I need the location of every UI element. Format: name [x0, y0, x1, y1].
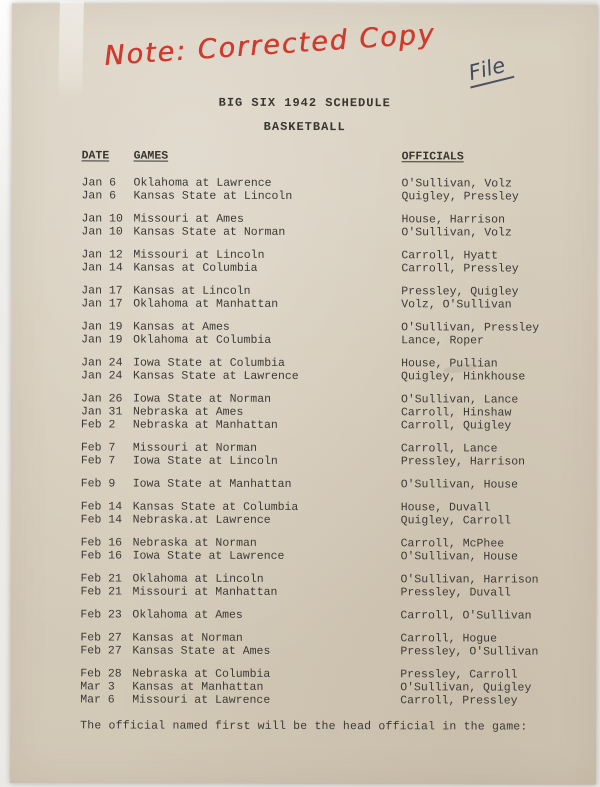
date-cell: Jan 12 [81, 248, 123, 262]
officials-cell: O'Sullivan, House [400, 550, 518, 564]
officials-cell: Carroll, O'Sullivan [400, 609, 532, 623]
game-cell: Kansas at Manhattan [132, 680, 264, 694]
date-cell: Feb 7 [80, 441, 116, 455]
table-row [80, 572, 596, 586]
document-page [10, 3, 598, 785]
date-cell: Jan 17 [81, 297, 123, 311]
game-cell: Iowa State at Lawrence [132, 549, 285, 563]
officials-cell: Quigley, Pressley [401, 190, 519, 204]
game-cell: Oklahoma at Lincoln [132, 572, 264, 586]
handwritten-corrected-note: Note: Corrected Copy [103, 18, 437, 73]
officials-cell: Volz, O'Sullivan [401, 298, 512, 312]
table-row [81, 320, 597, 334]
schedule-group [81, 212, 597, 239]
officials-cell: House, Duvall [400, 501, 491, 515]
column-header-date: DATE [81, 149, 110, 163]
officials-cell: O'Sullivan, Lance [400, 393, 519, 407]
table-row [80, 631, 596, 645]
officials-cell: Carroll, Hinshaw [400, 406, 512, 420]
officials-cell: Pressley, Quigley [401, 285, 519, 299]
date-cell: Feb 7 [80, 454, 116, 468]
officials-cell: Carroll, Hogue [400, 632, 498, 646]
game-cell: Kansas at Norman [132, 631, 243, 645]
date-cell: Jan 17 [81, 284, 123, 298]
officials-cell: Lance, Roper [401, 334, 484, 348]
schedule-group [80, 631, 596, 658]
date-cell: Feb 16 [80, 549, 123, 563]
officials-cell: O'Sullivan, Volz [401, 226, 512, 240]
page-subtitle: BASKETBALL [263, 119, 346, 135]
table-row [80, 680, 596, 694]
date-cell: Feb 23 [80, 608, 122, 622]
game-cell: Nebraska.at Lawrence [132, 513, 271, 527]
game-cell: Oklahoma at Manhattan [133, 297, 279, 311]
officials-cell: Carroll, McPhee [400, 537, 505, 551]
officials-cell: Pressley, Duvall [400, 586, 511, 600]
table-row [80, 585, 596, 599]
officials-cell: Carroll, Pressley [400, 694, 518, 708]
officials-cell: Carroll, Lance [400, 442, 498, 456]
officials-cell: Carroll, Hyatt [401, 249, 499, 263]
game-cell: Iowa State at Columbia [133, 356, 285, 370]
game-cell: Oklahoma at Ames [132, 608, 243, 622]
date-cell: Jan 6 [81, 189, 117, 203]
game-cell: Missouri at Ames [133, 212, 244, 226]
table-row [81, 513, 597, 527]
table-row [81, 392, 597, 406]
date-cell: Jan 6 [81, 176, 117, 190]
officials-cell: O'Sullivan, House [400, 478, 519, 492]
schedule-group [80, 572, 596, 599]
date-cell: Jan 10 [81, 225, 123, 239]
date-cell: Jan 19 [81, 320, 123, 334]
officials-cell: Pressley, Carroll [400, 668, 518, 682]
date-cell: Feb 16 [80, 536, 123, 550]
date-cell: Jan 31 [80, 405, 123, 419]
table-row [80, 667, 596, 681]
date-cell: Mar 3 [80, 680, 115, 694]
schedule-group [81, 284, 597, 311]
table-row [81, 261, 597, 275]
game-cell: Missouri at Norman [132, 441, 258, 455]
title-block [12, 95, 598, 135]
game-cell: Kansas at Lincoln [133, 284, 251, 298]
table-row [81, 369, 597, 383]
date-cell: Feb 14 [80, 500, 123, 514]
officials-cell: Carroll, Pressley [401, 262, 519, 276]
column-header-officials: OFFICIALS [401, 150, 464, 164]
date-cell: Jan 26 [80, 392, 123, 406]
date-cell: Feb 2 [80, 418, 116, 432]
game-cell: Nebraska at Ames [132, 405, 244, 419]
column-headers [82, 149, 598, 163]
table-row [81, 441, 597, 455]
date-cell: Feb 14 [80, 513, 123, 527]
game-cell: Nebraska at Manhattan [132, 418, 278, 432]
date-cell: Feb 21 [80, 572, 122, 586]
date-cell: Feb 21 [80, 585, 122, 599]
officials-cell: O'Sullivan, Volz [401, 177, 512, 191]
game-cell: Kansas State at Columbia [132, 500, 299, 514]
schedule-group [81, 248, 597, 275]
officials-cell: Carroll, Quigley [400, 419, 512, 433]
schedule-group [81, 477, 597, 491]
officials-cell: O'Sullivan, Quigley [400, 681, 532, 695]
date-cell: Mar 6 [80, 693, 115, 707]
game-cell: Missouri at Manhattan [132, 585, 278, 599]
officials-cell: Quigley, Hinkhouse [401, 370, 526, 384]
table-row [81, 297, 597, 311]
date-cell: Feb 27 [80, 644, 122, 658]
game-cell: Kansas State at Norman [133, 225, 286, 239]
date-cell: Jan 14 [81, 261, 123, 275]
game-cell: Nebraska at Norman [132, 536, 257, 550]
game-cell: Kansas at Ames [133, 320, 230, 334]
game-cell: Iowa State at Manhattan [132, 477, 292, 491]
table-row [81, 454, 597, 468]
schedule-group [82, 176, 598, 203]
game-cell: Iowa State at Norman [132, 392, 272, 406]
game-cell: Missouri at Lincoln [133, 248, 265, 262]
officials-cell: Quigley, Carroll [400, 514, 512, 528]
table-row [81, 212, 597, 226]
game-cell: Kansas at Columbia [133, 261, 258, 275]
schedule-body [80, 176, 597, 707]
date-cell: Jan 10 [81, 212, 123, 226]
table-row [81, 477, 597, 491]
schedule-group [81, 536, 597, 563]
table-row [80, 644, 596, 658]
table-row [81, 248, 597, 262]
table-row [82, 176, 598, 190]
game-cell: Iowa State at Lincoln [132, 454, 278, 468]
handwritten-file-label: File [465, 52, 515, 89]
game-cell: Kansas State at Ames [132, 644, 271, 658]
officials-cell: House, Pullian [401, 357, 498, 371]
officials-cell: O'Sullivan, Pressley [401, 321, 540, 335]
game-cell: Oklahoma at Lawrence [133, 176, 272, 190]
table-row [80, 608, 596, 622]
officials-cell: Pressley, Harrison [400, 455, 526, 469]
date-cell: Feb 27 [80, 631, 122, 645]
table-row [81, 500, 597, 514]
date-cell: Feb 9 [80, 477, 116, 491]
document-content [10, 3, 598, 785]
officials-cell: O'Sullivan, Harrison [400, 573, 539, 587]
game-cell: Kansas State at Lincoln [133, 189, 293, 203]
game-cell: Oklahoma at Columbia [133, 333, 272, 347]
table-row [80, 693, 596, 707]
schedule-table [80, 149, 597, 707]
table-row [81, 405, 597, 419]
schedule-group [81, 441, 597, 468]
table-row [81, 356, 597, 370]
game-cell: Missouri at Lawrence [132, 693, 271, 707]
date-cell: Jan 24 [81, 369, 123, 383]
schedule-group [80, 667, 596, 707]
officials-cell: House, Harrison [401, 213, 506, 227]
table-row [81, 225, 597, 239]
schedule-group [81, 500, 597, 527]
game-cell: Kansas State at Lawrence [133, 369, 299, 383]
table-row [81, 333, 597, 347]
schedule-group [81, 320, 597, 347]
schedule-group [81, 392, 597, 432]
schedule-group [81, 356, 597, 383]
date-cell: Jan 24 [81, 356, 123, 370]
table-row [81, 284, 597, 298]
officials-cell: Pressley, O'Sullivan [400, 645, 539, 659]
date-cell: Jan 19 [81, 333, 123, 347]
table-row [81, 418, 597, 432]
table-row [82, 189, 598, 203]
table-row [81, 549, 597, 563]
footer-note: The official named first will be the head official in the game: [80, 719, 528, 734]
date-cell: Feb 28 [80, 667, 122, 681]
game-cell: Nebraska at Columbia [132, 667, 271, 681]
schedule-group [80, 608, 596, 622]
table-row [81, 536, 597, 550]
column-header-games: GAMES [133, 149, 169, 163]
page-title: BIG SIX 1942 SCHEDULE [218, 95, 391, 111]
